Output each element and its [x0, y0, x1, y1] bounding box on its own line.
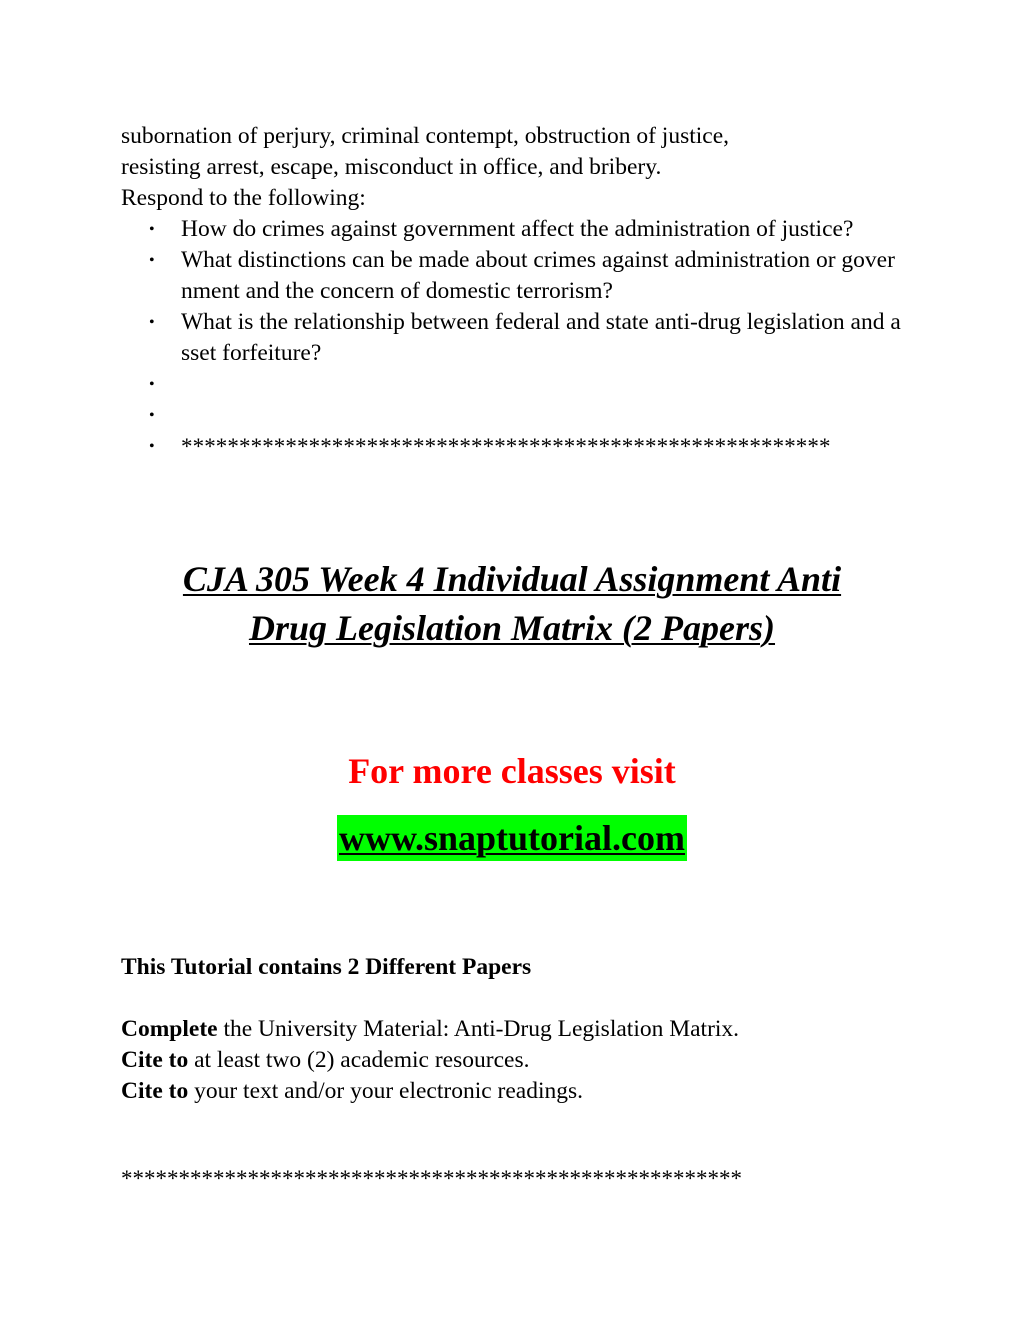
instruction-text: your text and/or your electronic readings. — [188, 1078, 584, 1104]
assignment-title-line-2: Drug Legislation Matrix (2 Papers) — [248, 608, 776, 648]
instruction-label: Complete — [121, 1016, 218, 1042]
intro-line-1: subornation of perjury, criminal contempt, obstruction of justice, — [121, 123, 730, 149]
question-list — [121, 214, 921, 462]
promo-heading: For more classes visit — [348, 751, 676, 791]
bullet-icon: • — [149, 376, 155, 393]
instruction-label: Cite to — [121, 1078, 189, 1104]
list-item-text: How do crimes against government affect the administration of justice? — [181, 216, 854, 242]
list-item — [121, 307, 921, 369]
intro-line-2: resisting arrest, escape, misconduct in office, and bribery. — [121, 154, 662, 180]
bullet-icon: • — [149, 407, 155, 424]
list-item-text: What distinctions can be made about crimes against administration or government and the concern of domestic terrorism? — [181, 247, 895, 304]
bullet-icon: • — [149, 252, 155, 269]
list-item-text: What is the relationship between federal and state anti-drug legislation and asset forfeiture? — [181, 309, 901, 366]
bullet-icon: • — [149, 314, 155, 331]
instruction-text: at least two (2) academic resources. — [188, 1047, 530, 1073]
tutorial-note: This Tutorial contains 2 Different Papers — [121, 954, 532, 980]
list-item — [121, 400, 921, 431]
assignment-title — [0, 555, 1024, 653]
instruction-line — [121, 1076, 941, 1107]
separator-stars: ****************************************************** — [121, 1166, 742, 1191]
instruction-line — [121, 1014, 941, 1045]
instruction-line — [121, 1045, 941, 1076]
bullet-icon: • — [149, 438, 155, 455]
instruction-label: Cite to — [121, 1047, 189, 1073]
respond-prompt: Respond to the following: — [121, 185, 366, 211]
list-item — [121, 214, 921, 245]
separator-stars: ******************************************************** — [181, 434, 831, 459]
promo-link-container — [0, 815, 1024, 861]
list-item — [121, 245, 921, 307]
list-item — [121, 369, 921, 400]
list-item — [121, 431, 921, 462]
website-link[interactable]: www.snaptutorial.com — [337, 815, 687, 861]
instruction-text: the University Material: Anti-Drug Legislation Matrix. — [217, 1016, 740, 1042]
instructions — [121, 1014, 941, 1107]
assignment-title-line-1: CJA 305 Week 4 Individual Assignment Anti — [182, 559, 842, 599]
bullet-icon: • — [149, 221, 155, 238]
intro-text — [121, 121, 921, 214]
